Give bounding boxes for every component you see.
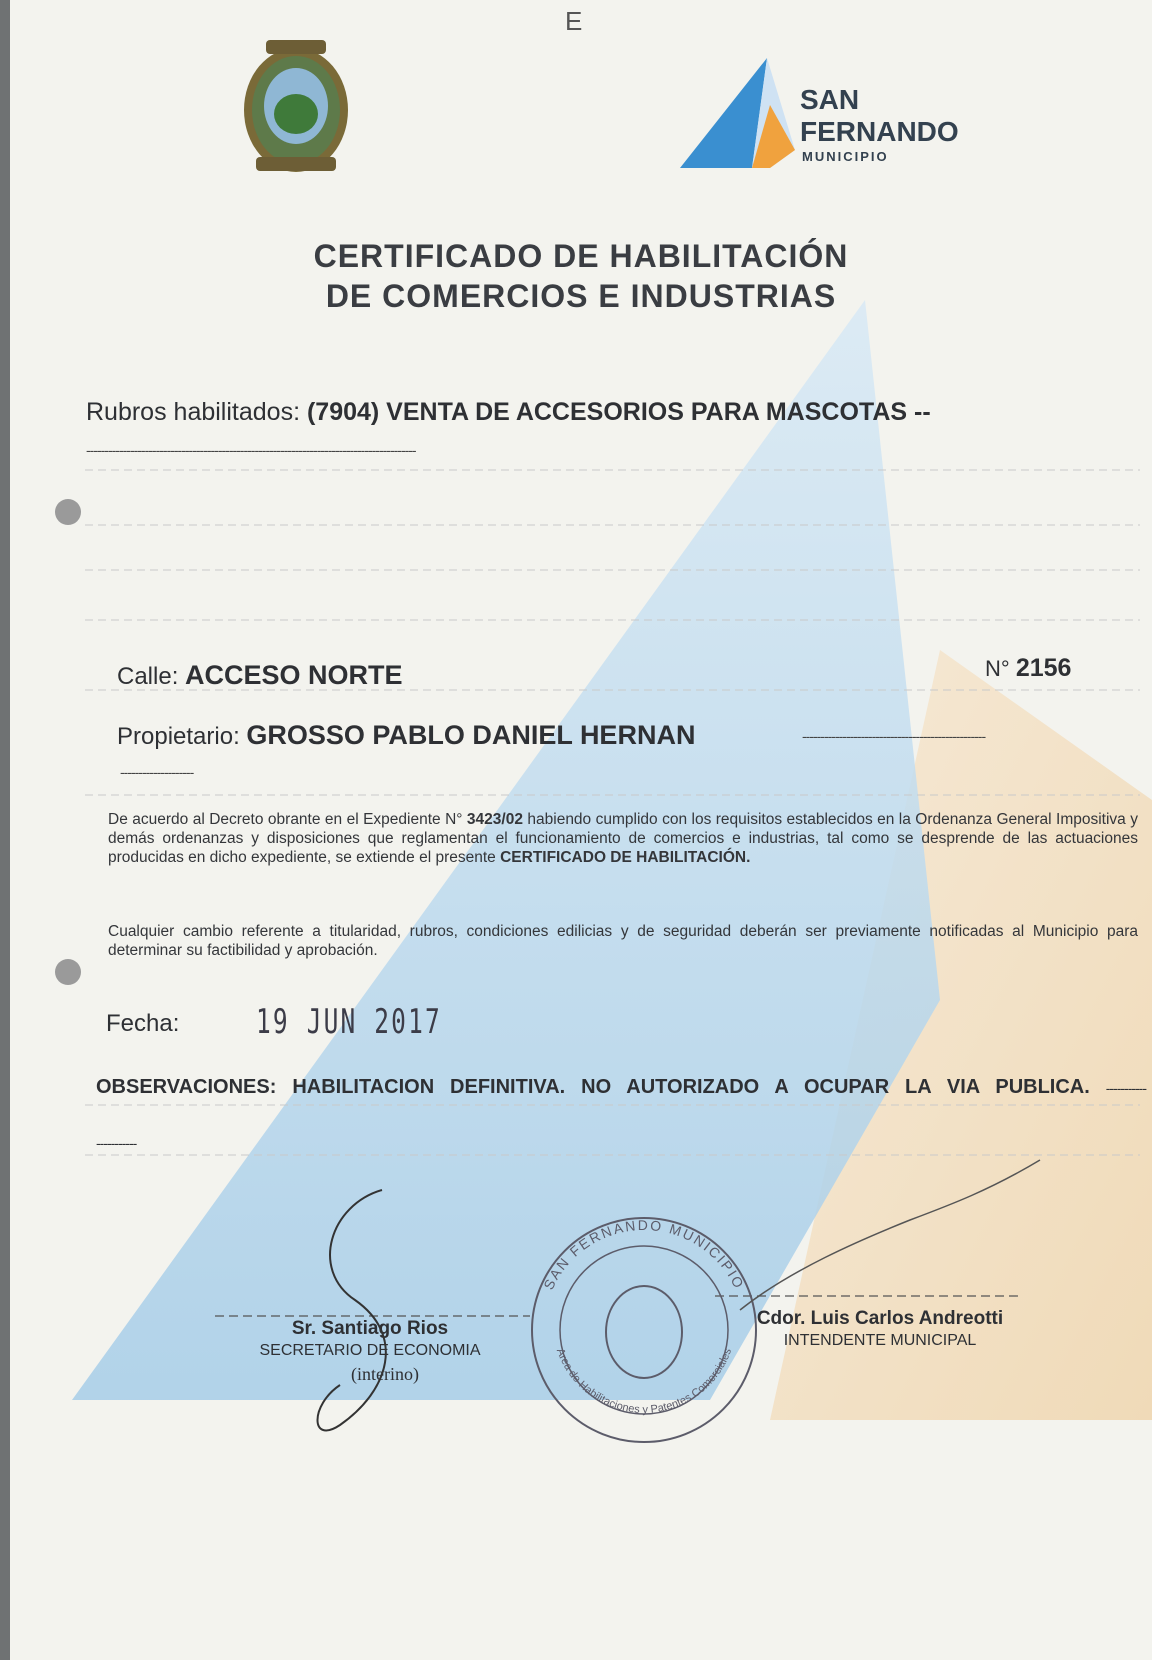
title-line-1: CERTIFICADO DE HABILITACIÓN bbox=[313, 238, 849, 274]
seal-bottom-text: Area de Habilitaciones y Patentes Comerciales bbox=[553, 1346, 735, 1416]
propietario-value: GROSSO PABLO DANIEL HERNAN bbox=[246, 720, 696, 750]
logo-line-1: SAN bbox=[800, 84, 860, 115]
numero-value: 2156 bbox=[1015, 654, 1072, 682]
observaciones-dashes: ---------------------- bbox=[96, 1080, 1147, 1151]
decreto-text-2: habiendo cumplido con los requisitos establecidos en la Ordenanza General Impositiva y demás ordenanzas y disposiciones que reglamentan el funcionamiento de comercios e industrias, tal como se desprende de las actuaciones producidas en dicho expediente, se extiende el presente bbox=[108, 811, 1138, 866]
signer-right-name: Cdor. Luis Carlos Andreotti bbox=[756, 1308, 1004, 1329]
certificate-title bbox=[10, 236, 1152, 316]
expediente-number: 3423/02 bbox=[466, 811, 523, 828]
decreto-bold-end: CERTIFICADO DE HABILITACIÓN. bbox=[500, 849, 751, 866]
logo-line-2: FERNANDO bbox=[800, 116, 959, 147]
binder-hole bbox=[55, 959, 81, 985]
rubros-dash-line: ------------------------------------------------------------------------------------------ bbox=[86, 442, 416, 458]
numero-field bbox=[985, 654, 1071, 683]
handwritten-mark: E bbox=[565, 6, 583, 36]
binder-hole bbox=[55, 499, 81, 525]
rubros-field bbox=[86, 398, 931, 427]
observaciones-field bbox=[96, 1060, 1146, 1170]
rubros-label: Rubros habilitados: bbox=[86, 398, 301, 426]
propietario-dash-line-2: -------------------- bbox=[120, 764, 194, 780]
propietario-label: Propietario: bbox=[117, 723, 240, 750]
rubros-value: (7904) VENTA DE ACCESORIOS PARA MASCOTAS -- bbox=[306, 398, 931, 426]
certificate-page bbox=[10, 0, 1152, 1660]
signature-block-left bbox=[210, 1318, 530, 1385]
numero-label: N° bbox=[985, 656, 1010, 681]
fecha-stamp-value: 19 JUN 2017 bbox=[256, 1002, 442, 1042]
propietario-field bbox=[117, 720, 695, 751]
san-fernando-logo-text bbox=[800, 84, 959, 166]
fecha-label: Fecha: bbox=[106, 1010, 180, 1037]
signature-block-right bbox=[715, 1308, 1045, 1350]
aviso-paragraph: Cualquier cambio referente a titularidad, rubros, condiciones edilicias y de seguridad deberán ser previamente notificadas al Municipio para determinar su factibilidad y aprobación. bbox=[108, 923, 1138, 959]
calle-label: Calle: bbox=[117, 663, 179, 690]
calle-value: ACCESO NORTE bbox=[185, 660, 403, 690]
observaciones-label: OBSERVACIONES: bbox=[96, 1076, 277, 1098]
signer-left-role: SECRETARIO DE ECONOMIA bbox=[259, 1342, 481, 1359]
calle-field bbox=[117, 660, 403, 691]
title-line-2: DE COMERCIOS E INDUSTRIAS bbox=[325, 278, 837, 314]
signer-right-role: INTENDENTE MUNICIPAL bbox=[783, 1332, 977, 1349]
logo-line-3: MUNICIPIO bbox=[802, 149, 889, 164]
observaciones-value: HABILITACION DEFINITIVA. NO AUTORIZADO A OCUPAR LA VIA PUBLICA. bbox=[292, 1076, 1090, 1098]
signer-left-name: Sr. Santiago Rios bbox=[291, 1318, 449, 1339]
propietario-dash-line: -------------------------------------------------- bbox=[802, 728, 986, 744]
decreto-text-1: De acuerdo al Decreto obrante en el Expediente N° bbox=[108, 811, 463, 828]
decreto-paragraph bbox=[108, 810, 1138, 867]
signer-left-note: (interino) bbox=[351, 1364, 419, 1384]
seal-top-text: SAN FERNANDO MUNICIPIO bbox=[540, 1216, 748, 1293]
